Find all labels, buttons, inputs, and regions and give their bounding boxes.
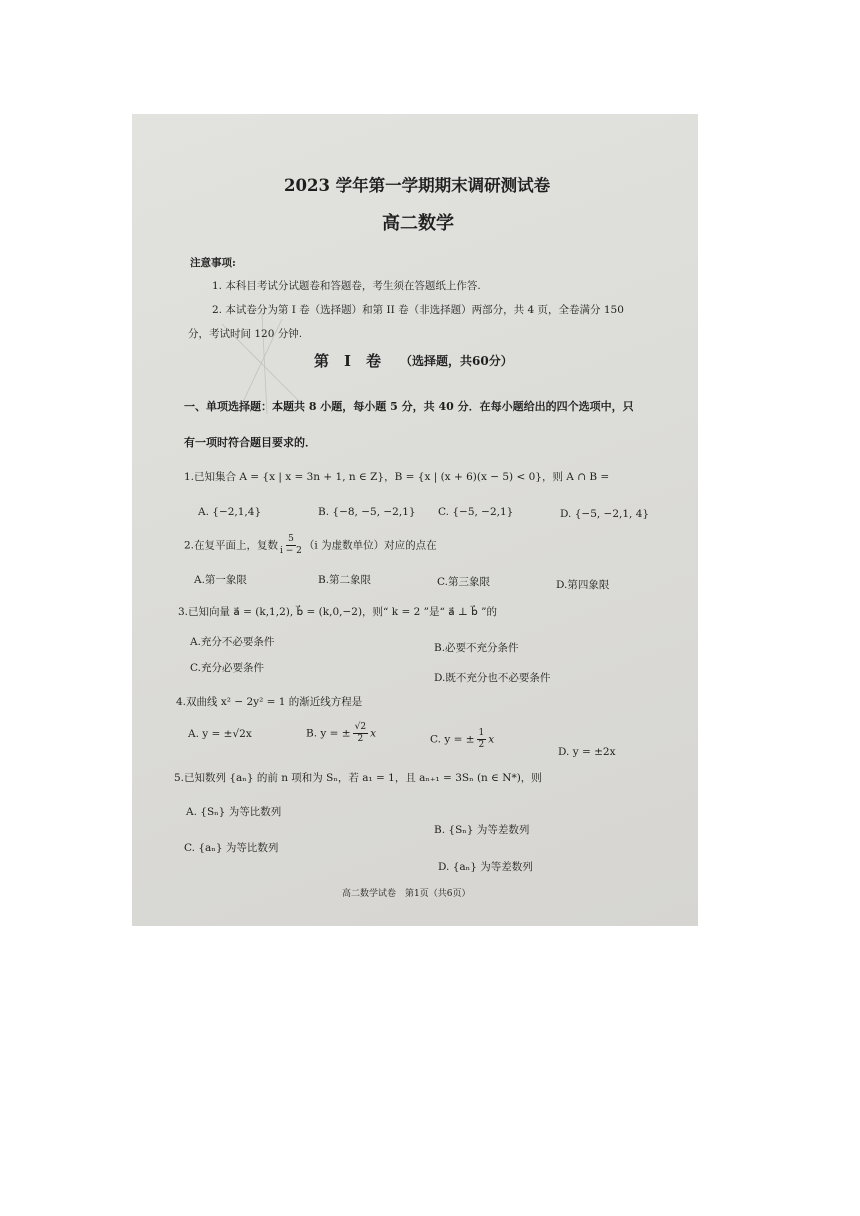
part1-note: （选择题，共60分） [400, 354, 513, 368]
notice-item-1: 1. 本科目考试分试题卷和答题卷，考生须在答题纸上作答. [212, 280, 481, 292]
notice-item-2a: 2. 本试卷分为第 I 卷（选择题）和第 II 卷（非选择题）两部分，共 4 页，全卷满分 150 [212, 304, 624, 316]
q1-option-a: A. {−2,1,4} [198, 506, 262, 518]
q2-stem [184, 534, 437, 557]
q5-option-b: B. {Sₙ} 为等差数列 [434, 824, 530, 836]
q2-option-b: B.第二象限 [318, 574, 372, 586]
subject-title: 高二数学 [382, 213, 454, 234]
q5-stem: 5.已知数列 {aₙ} 的前 n 项和为 Sₙ，若 a₁ = 1，且 aₙ₊₁ = 3Sₙ (n ∈ N*)，则 [174, 772, 542, 784]
q3-option-c: C.充分必要条件 [190, 662, 264, 674]
q4-option-c-fraction [477, 728, 487, 751]
q4-option-a: A. y = ±√2x [188, 728, 252, 740]
q2-option-d: D.第四象限 [556, 579, 610, 591]
q2-stem-suffix: （i 为虚数单位）对应的点在 [303, 539, 437, 552]
q4-option-b-numerator: √2 [354, 722, 367, 732]
section1-line1: 一、单项选择题：本题共 8 小题，每小题 5 分，共 40 分．在每小题给出的四个选项中，只 [184, 400, 634, 413]
q3-option-a: A.充分不必要条件 [190, 636, 275, 648]
part1-title: 第 I 卷 [314, 352, 382, 370]
q4-option-c-denominator: 2 [478, 740, 485, 750]
q1-option-b: B. {−8, −5, −2,1} [318, 506, 416, 518]
q2-fraction [280, 534, 302, 557]
q3-option-b: B.必要不充分条件 [434, 642, 519, 654]
q4-option-b [306, 722, 376, 745]
q5-option-c: C. {aₙ} 为等比数列 [184, 842, 279, 854]
exam-title: 2023 学年第一学期期末调研测试卷 [284, 176, 551, 195]
photographed-exam-page [132, 114, 698, 926]
q4-option-b-denominator: 2 [357, 734, 364, 744]
q4-option-b-prefix: B. y = ± [306, 727, 351, 740]
q1-option-c: C. {−5, −2,1} [438, 506, 514, 518]
q2-fraction-denominator: i − 2 [280, 546, 302, 556]
q4-option-b-suffix: x [370, 727, 376, 740]
q5-option-d: D. {aₙ} 为等差数列 [438, 861, 533, 873]
q4-option-c-suffix: x [488, 733, 495, 746]
q4-option-d: D. y = ±2x [558, 746, 616, 758]
q4-option-c-prefix: C. y = ± [430, 733, 475, 746]
q1-stem: 1.已知集合 A = {x | x = 3n + 1, n ∈ Z}，B = {x | (x + 6)(x − 5) < 0}，则 A ∩ B = [184, 471, 610, 483]
q5-option-a: A. {Sₙ} 为等比数列 [186, 806, 282, 818]
q4-stem: 4.双曲线 x² − 2y² = 1 的渐近线方程是 [176, 696, 363, 708]
q1-option-d: D. {−5, −2,1, 4} [560, 508, 650, 520]
q4-option-b-fraction [353, 722, 368, 745]
q3-option-d: D.既不充分也不必要条件 [434, 672, 551, 684]
q2-stem-prefix: 2.在复平面上，复数 [184, 539, 279, 552]
q4-option-c-numerator: 1 [478, 728, 485, 738]
page-footer: 高二数学试卷 第1页（共6页） [342, 889, 471, 899]
q4-option-c [430, 728, 494, 751]
q2-option-c: C.第三象限 [437, 576, 490, 588]
q2-fraction-numerator: 5 [288, 534, 294, 544]
q3-stem: 3.已知向量 a⃗ = (k,1,2), b⃗ = (k,0,−2)，则“ k = 2 ”是“ a⃗ ⊥ b⃗ ”的 [178, 606, 498, 618]
q2-option-a: A.第一象限 [194, 574, 247, 586]
notice-item-2b: 分，考试时间 120 分钟. [188, 328, 303, 340]
notice-heading: 注意事项: [190, 257, 236, 269]
section1-line2: 有一项时符合题目要求的． [184, 436, 316, 449]
